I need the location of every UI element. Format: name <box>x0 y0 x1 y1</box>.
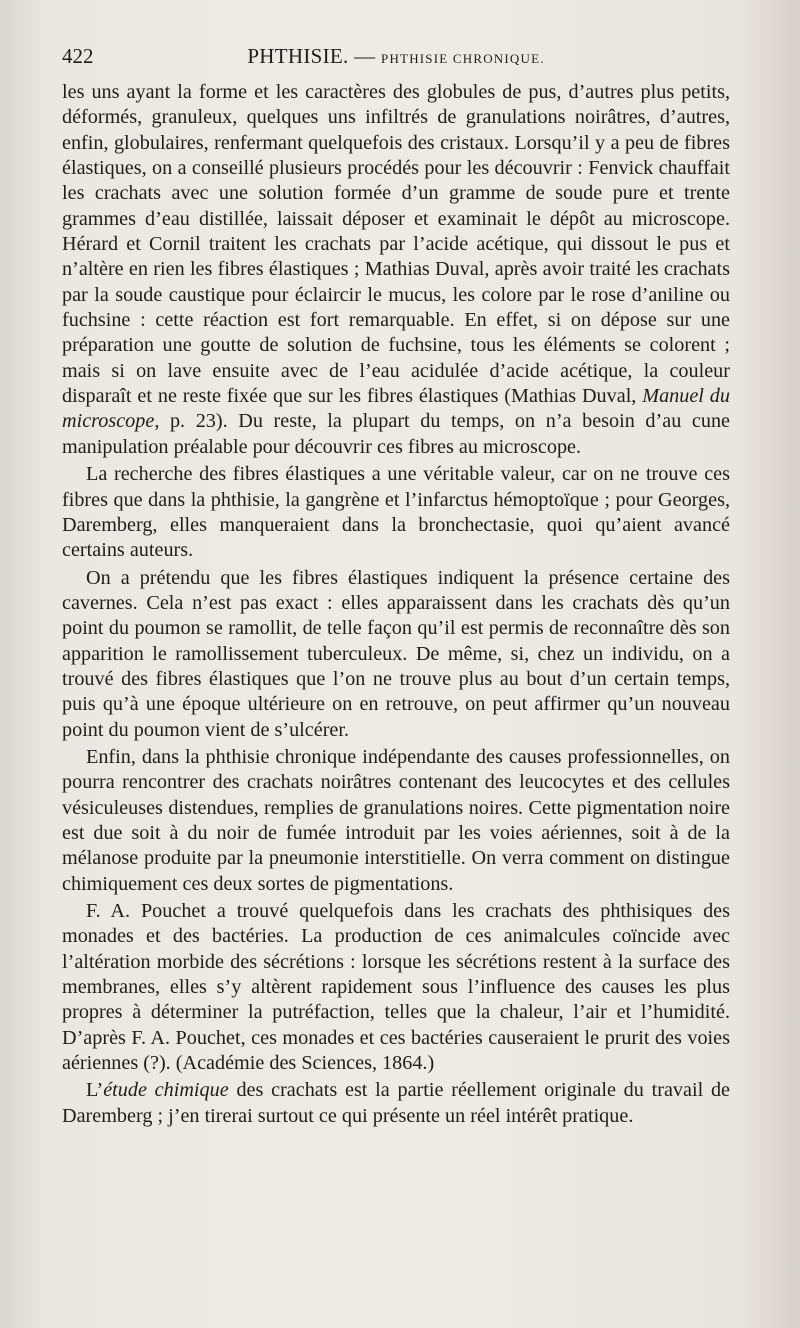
running-title-main: PHTHISIE. <box>247 44 349 68</box>
paragraph-tail: , p. 23). Du reste, la plupart du temps, on n’a besoin d’au cune manipulation préalable pour découvrir ces fibres au microscope. <box>62 410 730 458</box>
paragraph-valeur-recherche: La recherche des fibres élastiques a une véritable valeur, car on ne trouve ces fibres que dans la phthisie, la gangrène et l’infarctus hémoptoïque ; pour Georges, Daremberg, elles manqueraient dans la bronchectasie, quoi qu’aient avancé certains auteurs. <box>62 463 730 562</box>
paragraph-pigmentation: Enfin, dans la phthisie chronique indépendante des causes professionnelles, on pourra rencontrer des crachats noirâtres contenant des leucocytes et des cellules vésiculeuses distendues, remplies de granulations noires. Cette pigmentation noire est due soit à du noir de fumée introduit par les voies aériennes, soit à de la mélanose produite par la pneumonie interstitielle. On verra comment on distingue chimiquement ces deux sortes de pigmentations. <box>62 745 730 895</box>
paragraph-pouchet: F. A. Pouchet a trouvé quelquefois dans les crachats des phthisiques des monades et des bactéries. La production de ces animalcules coïncide avec l’altération morbide des sécrétions : lorsque les sécrétions restent à la surface des membranes, elles s’y altèrent rapidement sous l’influence des causes les plus propres à déterminer la putréfaction, telles que la chaleur, l’air et l’humidité. D’après F. A. Pouchet, ces monades et ces bactéries causeraient le prurit des voies aériennes (?). (Académie des Sciences, 1864.) <box>62 900 730 1075</box>
paragraph-etude-chimique <box>62 1078 730 1129</box>
italic-term: étude chimique <box>103 1079 229 1102</box>
running-title-separator: — <box>354 44 376 68</box>
paragraph-text: les uns ayant la forme et les caractères des globules de pus, d’autres plus petits, déformés, granuleux, quelques uns infiltrés de granulations noirâtres, d’autres, enfin, globulaires, renfermant quelquefois des cristaux. Lorsqu’il y a peu de fibres élastiques, on a conseillé plusieurs procédés pour les découvrir : Fenvick chauffait les crachats avec une solution formée d’un gramme de soude pure et trente grammes d’eau distillée, laissait déposer et examinait le dépôt au microscope. Hérard et Cornil traitent les crachats par l’acide acétique, qui dissout le pus et n’altère en rien les fibres élastiques ; Mathias Duval, après avoir traité les crachats par la soude caustique pour éclaircir le mucus, les colore par le rose d’aniline ou fuchsine : cette réaction est fort remarquable. En effet, si on dépose sur une préparation une goutte de solution de fuchsine, tous les éléments se colorent ; mais si on lave ensuite avec de l’eau acidulée d’acide acétique, la couleur disparaît et ne reste fixée que sur les fibres élastiques (Mathias Duval, <box>62 81 730 408</box>
paragraph-lead: L’ <box>86 1079 104 1102</box>
running-title <box>62 44 730 69</box>
paragraph-cavernes: On a prétendu que les fibres élastiques indiquent la présence certaine des cavernes. Cela n’est pas exact : elles apparaissent dans les crachats dès qu’un point du poumon se ramollit, de telle façon qu’il est permis de reconnaître dès son apparition le ramollissement tuberculeux. De même, si, chez un individu, on a trouvé des fibres élastiques que l’on ne trouve plus au bout d’un certain temps, puis qu’à une époque ultérieure on en retrouve, on peut affirmer qu’un nouveau point du poumon vient de s’ulcérer. <box>62 566 730 741</box>
running-head <box>62 44 730 74</box>
paragraph-rest: des crachats est la partie réellement originale du travail de Daremberg ; j’en tirerai surtout ce qui présente un réel intérêt pratique. <box>62 1079 730 1127</box>
citation-italic: Manuel du microscope <box>62 385 730 433</box>
running-title-sub: PHTHISIE CHRONIQUE. <box>381 51 545 66</box>
body-text <box>62 80 730 1131</box>
page-number: 422 <box>62 44 94 68</box>
paragraph-fibres-elastiques-procedes <box>62 80 730 460</box>
